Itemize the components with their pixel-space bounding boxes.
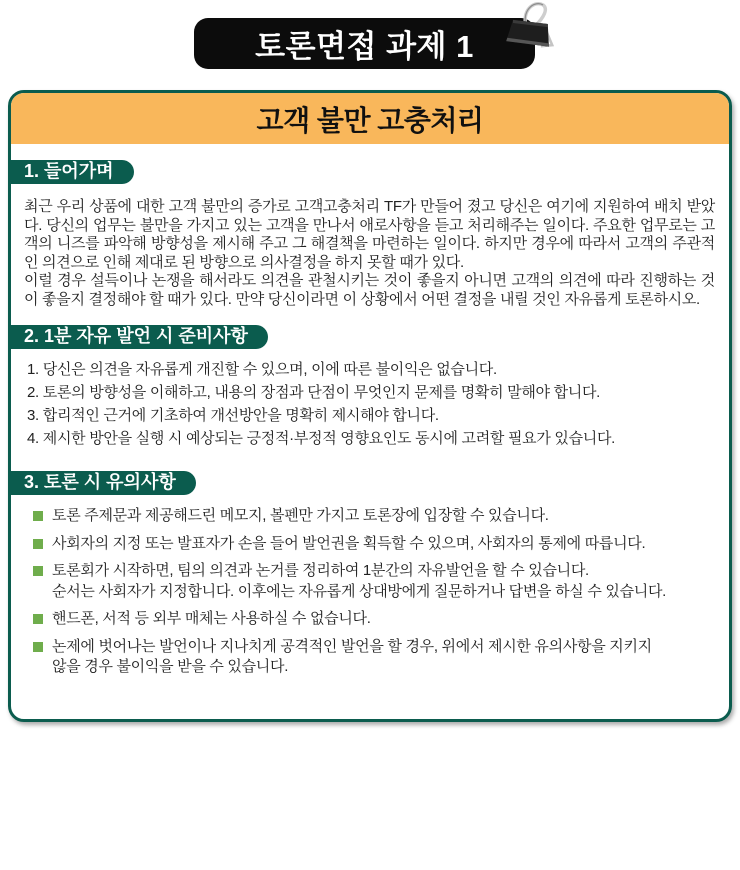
page-title: 토론면접 과제 1	[255, 29, 474, 64]
green-square-bullet-icon	[33, 511, 43, 521]
document-panel	[8, 90, 732, 722]
intro-paragraphs	[24, 198, 715, 309]
intro-paragraph: 이럴 경우 설득이나 논쟁을 해서라도 의견을 관철시키는 것이 좋을지 아니면 고객의 의견에 따라 진행하는 것이 좋을지 결정해야 할 때가 있다. 만약 당신이라면 이 상황에서 어떤 결정을 내릴 것인 자유롭게 토론하시오.	[24, 272, 715, 308]
list-item: 토론 주제문과 제공해드린 메모지, 볼펜만 가지고 토론장에 입장할 수 있습니다.	[33, 506, 711, 527]
binder-clip-icon	[502, 0, 558, 55]
list-item: 3. 합리적인 근거에 기초하여 개선방안을 명확히 제시해야 합니다.	[27, 407, 439, 424]
list-item: 4. 제시한 방안을 실행 시 예상되는 긍정적·부정적 영향요인도 동시에 고려할 필요가 있습니다.	[27, 430, 616, 447]
cautions-list	[11, 506, 711, 678]
list-item: 핸드폰, 서적 등 외부 매체는 사용하실 수 없습니다.	[33, 609, 711, 630]
list-item: 2. 토론의 방향성을 이해하고, 내용의 장점과 단점이 무엇인지 문제를 명확히 말해야 합니다.	[27, 384, 601, 401]
list-item: 논제에 벗어나는 발언이나 지나치게 공격적인 발언을 할 경우, 위에서 제시한 유의사항을 지키지 않을 경우 불이익을 받을 수 있습니다.	[33, 637, 711, 678]
list-item: 1. 당신은 의견을 자유롭게 개진할 수 있으며, 이에 따른 불이익은 없습니다.	[27, 361, 497, 378]
document-title-banner	[11, 93, 729, 144]
section-heading-preparation: 2. 1분 자유 발언 시 준비사항	[11, 325, 268, 349]
section-heading-intro: 1. 들어가며	[11, 160, 134, 184]
green-square-bullet-icon	[33, 539, 43, 549]
green-square-bullet-icon	[33, 614, 43, 624]
list-item: 토론회가 시작하면, 팀의 의견과 논거를 정리하여 1분간의 자유발언을 할 수 있습니다. 순서는 사회자가 지정합니다. 이후에는 자유롭게 상대방에게 질문하거나 답변을 하실 수 있습니다.	[33, 561, 711, 602]
page-title-banner	[194, 18, 535, 69]
document-title: 고객 불만 고충처리	[256, 104, 484, 136]
preparation-list	[27, 361, 715, 448]
list-item: 사회자의 지정 또는 발표자가 손을 들어 발언권을 획득할 수 있으며, 사회자의 통제에 따릅니다.	[33, 534, 711, 555]
section-heading-cautions: 3. 토론 시 유의사항	[11, 471, 196, 495]
intro-paragraph: 최근 우리 상품에 대한 고객 불만의 증가로 고객고충처리 TF가 만들어 졌고 당신은 여기에 지원하여 배치 받았다. 당신의 업무는 불만을 가지고 있는 고객을 만나서 애로사항을 듣고 처리해주는 일이다. 주요한 업무로는 고객의 니즈를 파악해 방향성을 제시해 주고 그 해결책을 마련하는 일이다. 하지만 경우에 따라서 고객의 주관적인 의견으로 인해 제대로 된 방향으로 의사결정을 하지 못할 때가 있다.	[24, 198, 715, 271]
green-square-bullet-icon	[33, 566, 43, 576]
green-square-bullet-icon	[33, 642, 43, 652]
